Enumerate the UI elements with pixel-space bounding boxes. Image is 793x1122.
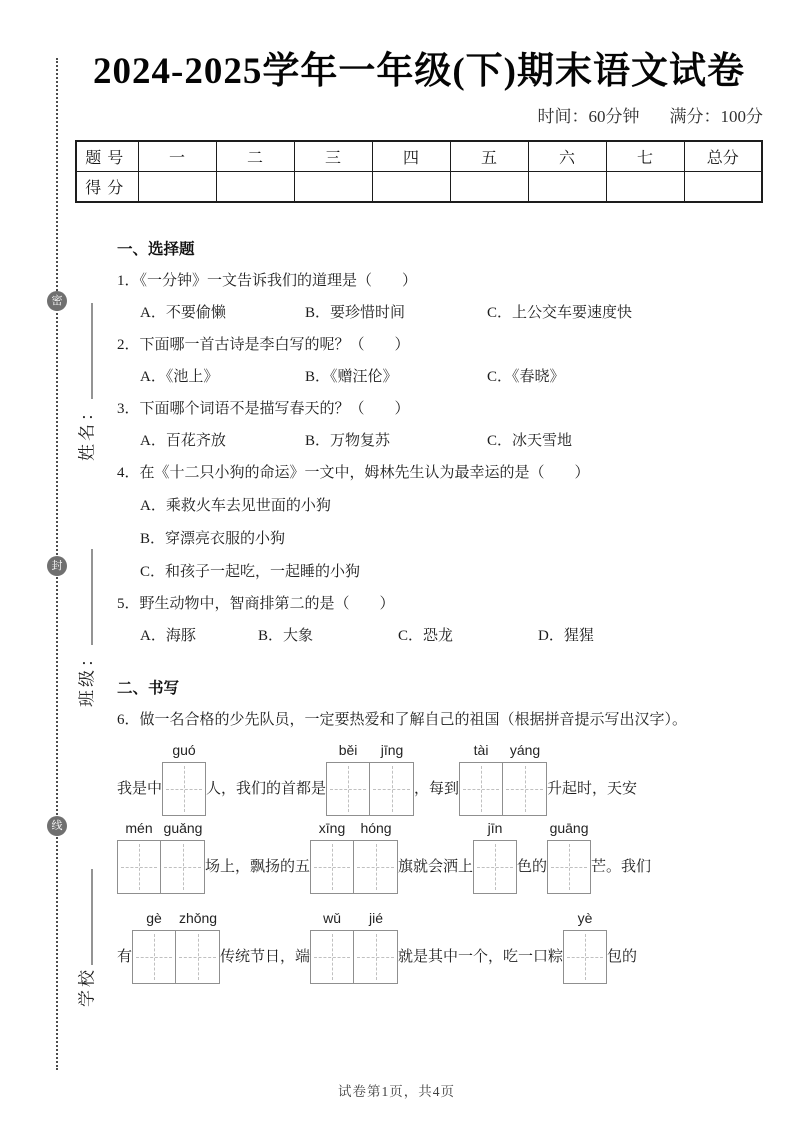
- writing-cell: [326, 762, 370, 816]
- option-a: A．《池上》: [140, 369, 219, 386]
- section-writing: [75, 676, 763, 984]
- pinyin-box-group: [459, 741, 547, 816]
- question-4-option-b: B．穿漂亮衣服的小狗: [140, 531, 286, 548]
- full-score: 满分：100分: [669, 107, 763, 127]
- score-cell-empty: [294, 172, 372, 203]
- score-row-label: 得分: [76, 172, 138, 203]
- score-cell-empty: [528, 172, 606, 203]
- seal-char-mi: 密: [47, 291, 67, 311]
- page-title: 2024-2025学年一年级(下)期末语文试卷: [93, 51, 745, 92]
- pinyin-label: yè: [577, 910, 593, 927]
- score-table-header-row: [76, 141, 762, 172]
- class-label: 班级：: [77, 647, 97, 707]
- line-text: 旗就会洒上: [398, 859, 474, 876]
- line-text: 人，我们的首都是: [206, 781, 327, 798]
- writing-cell: [354, 930, 398, 984]
- option-d: D．猩猩: [538, 628, 594, 645]
- pinyin-label: jié: [369, 910, 384, 927]
- score-table-score-row: [76, 172, 762, 203]
- writing-cell: [161, 840, 205, 894]
- pinyin-box-group: [162, 741, 206, 816]
- writing-cell: [117, 840, 161, 894]
- pinyin-box-group: [326, 741, 414, 816]
- score-header-cell: 七: [606, 141, 684, 172]
- line-text: 有: [117, 949, 133, 966]
- page-footer: 试卷第1页，共4页: [338, 1084, 455, 1099]
- question-4: 4．在《十二只小狗的命运》一文中，姆林先生认为最幸运的是（ ）: [117, 465, 590, 482]
- writing-cell: [354, 840, 398, 894]
- pinyin-box-group: [310, 819, 398, 894]
- pinyin-box: [117, 819, 161, 894]
- score-header-cell: 六: [528, 141, 606, 172]
- pinyin-label: guó: [172, 742, 196, 759]
- fill-line-1: [117, 741, 763, 816]
- pinyin-label: jīn: [487, 820, 503, 837]
- writing-cell: [310, 840, 354, 894]
- pinyin-label: gè: [146, 910, 162, 927]
- pinyin-label: běi: [338, 742, 358, 759]
- pinyin-box-group: [310, 909, 398, 984]
- option-a: A．百花齐放: [140, 433, 226, 450]
- score-cell-empty: [372, 172, 450, 203]
- pinyin-box-group: [117, 819, 205, 894]
- question-3: 3．下面哪个词语不是描写春天的？（ ）: [117, 401, 410, 418]
- pinyin-box: [503, 741, 547, 816]
- option-b: B．《赠汪伦》: [305, 369, 398, 386]
- score-header-cell: 二: [216, 141, 294, 172]
- score-cell-empty: [138, 172, 216, 203]
- pinyin-box: [354, 819, 398, 894]
- score-header-cell: 一: [138, 141, 216, 172]
- writing-cell: [132, 930, 176, 984]
- question-2: 2．下面哪一首古诗是李白写的呢？（ ）: [117, 337, 410, 354]
- score-cell-empty: [606, 172, 684, 203]
- pinyin-box: [132, 909, 176, 984]
- line-text: 场上，飘扬的五: [205, 859, 311, 876]
- score-cell-empty: [450, 172, 528, 203]
- score-header-cell: 四: [372, 141, 450, 172]
- question-1: 1．《一分钟》一文告诉我们的道理是（ ）: [117, 273, 418, 290]
- option-b: B．要珍惜时间: [305, 305, 406, 322]
- option-c: C．上公交车要速度快: [487, 305, 633, 322]
- pinyin-label: wǔ: [323, 910, 341, 927]
- question-1-options: [117, 303, 763, 323]
- question-5: 5．野生动物中，智商排第二的是（ ）: [117, 596, 395, 613]
- score-header-cell: 题号: [76, 141, 138, 172]
- pinyin-box: [162, 741, 206, 816]
- pinyin-box-group: [132, 909, 220, 984]
- exam-page: [75, 50, 763, 984]
- writing-cell: [547, 840, 591, 894]
- line-text: 就是其中一个，吃一口粽: [398, 949, 564, 966]
- fill-line-2: [117, 819, 763, 894]
- school-label: 学校: [77, 967, 97, 1007]
- pinyin-label: zhǒng: [178, 910, 218, 927]
- question-4-option-c: C．和孩子一起吃，一起睡的小狗: [140, 564, 361, 581]
- pinyin-box: [310, 909, 354, 984]
- pinyin-box: [354, 909, 398, 984]
- pinyin-box-group: [563, 909, 607, 984]
- line-text: 我是中: [117, 781, 163, 798]
- writing-cell: [176, 930, 220, 984]
- pinyin-label: yáng: [509, 742, 541, 759]
- option-b: B．大象: [258, 628, 314, 645]
- writing-cell: [310, 930, 354, 984]
- writing-cell: [473, 840, 517, 894]
- line-text: 色的: [517, 859, 548, 876]
- writing-cell: [162, 762, 206, 816]
- pinyin-box-group: [473, 819, 517, 894]
- pinyin-box: [563, 909, 607, 984]
- writing-cell: [563, 930, 607, 984]
- pinyin-label: mén: [125, 820, 153, 837]
- pinyin-label: tài: [473, 742, 489, 759]
- option-c: C．冰天雪地: [487, 433, 573, 450]
- pinyin-box: [547, 819, 591, 894]
- writing-cell: [459, 762, 503, 816]
- fill-line-3: [117, 909, 763, 984]
- question-2-options: [117, 367, 763, 387]
- pinyin-label: jīng: [380, 742, 404, 759]
- question-4-option-a: A．乘救火车去见世面的小狗: [140, 498, 331, 515]
- pinyin-label: guāng: [549, 820, 589, 837]
- pinyin-label: guǎng: [163, 820, 203, 837]
- line-text: 包的: [607, 949, 638, 966]
- time-limit: 时间：60分钟: [537, 107, 640, 127]
- pinyin-label: xīng: [318, 820, 346, 837]
- pinyin-box: [161, 819, 205, 894]
- section-choice-heading: 一、选择题: [117, 241, 195, 259]
- question-5-options: [117, 626, 763, 646]
- pinyin-box-group: [547, 819, 591, 894]
- pinyin-box: [326, 741, 370, 816]
- score-cell-empty: [684, 172, 762, 203]
- option-b: B．万物复苏: [305, 433, 391, 450]
- writing-cell: [503, 762, 547, 816]
- score-table: [75, 140, 763, 203]
- option-a: A．不要偷懒: [140, 305, 226, 322]
- score-header-cell: 总分: [684, 141, 762, 172]
- option-a: A．海豚: [140, 628, 196, 645]
- option-c: C．恐龙: [398, 628, 454, 645]
- question-3-options: [117, 431, 763, 451]
- score-header-cell: 五: [450, 141, 528, 172]
- line-text: 芒。我们: [591, 859, 652, 876]
- pinyin-box: [176, 909, 220, 984]
- pinyin-box: [473, 819, 517, 894]
- option-c: C．《春晓》: [487, 369, 565, 386]
- pinyin-label: hóng: [360, 820, 392, 837]
- question-6: 6．做一名合格的少先队员，一定要热爱和了解自己的祖国（根据拼音提示写出汉字）。: [117, 712, 688, 729]
- score-cell-empty: [216, 172, 294, 203]
- pinyin-box: [459, 741, 503, 816]
- name-label: 姓名：: [77, 401, 97, 461]
- pinyin-box: [310, 819, 354, 894]
- seal-char-feng: 封: [47, 556, 67, 576]
- score-header-cell: 三: [294, 141, 372, 172]
- line-text: 升起时，天安: [547, 781, 638, 798]
- line-text: 传统节日，端: [220, 949, 311, 966]
- exam-info: [75, 102, 763, 127]
- seal-char-xian: 线: [47, 816, 67, 836]
- line-text: ，每到: [414, 781, 460, 798]
- section-writing-heading: 二、书写: [117, 680, 180, 698]
- pinyin-box: [370, 741, 414, 816]
- section-choice: [75, 237, 763, 646]
- writing-cell: [370, 762, 414, 816]
